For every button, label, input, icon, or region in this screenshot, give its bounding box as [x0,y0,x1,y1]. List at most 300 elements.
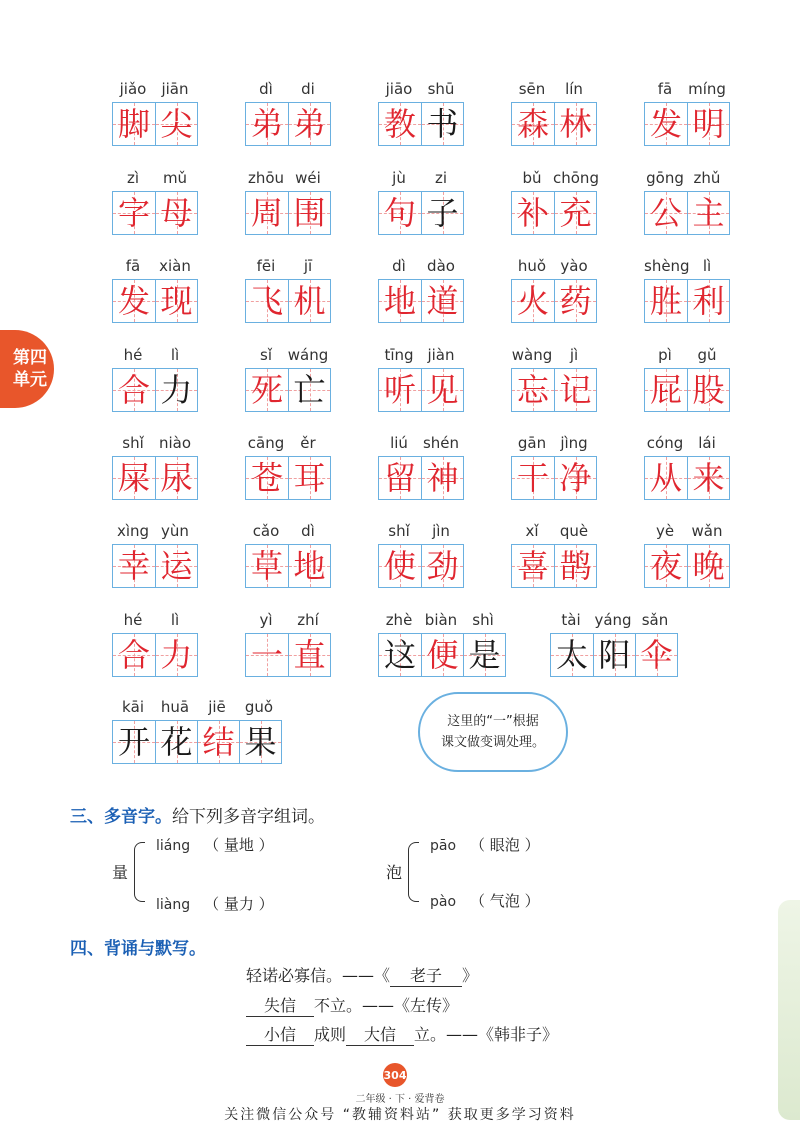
hanzi-char: 主 [692,194,725,232]
pinyin-syllable: shǐ [388,522,410,540]
hanzi-char: 伞 [640,636,673,674]
recite-line1-pre: 轻诺必寡信。——《 [246,966,391,985]
tianzige-grid [644,279,730,323]
tianzige-grid [245,633,331,677]
pinyin-syllable: hé [123,346,143,364]
pinyin-syllable: què [559,522,589,540]
char-cell [421,545,463,587]
section-3-heading: 三、多音字。 [70,807,172,827]
pinyin-syllable: wáng [287,346,329,364]
pinyin-syllable: míng [688,80,726,98]
hanzi-char: 结 [202,723,235,761]
pinyin-syllable: cāng [247,434,285,452]
hanzi-char: 幸 [117,547,150,585]
pinyin-syllable: xìng [116,522,150,540]
hanzi-char: 公 [649,194,682,232]
hanzi-char: 脚 [117,105,150,143]
hanzi-char: 森 [516,105,549,143]
pinyin-syllable: lái [698,434,716,452]
word-pinyin [245,611,329,631]
note-cloud [418,692,568,772]
pinyin-syllable: fā [125,257,141,275]
hanzi-char: 听 [383,371,416,409]
poly1-item1-word: （ 量地 ） [204,836,274,854]
word-pinyin [245,346,329,366]
poly1-item2-pinyin: liàng [156,897,191,913]
word-pinyin [378,257,462,277]
pinyin-syllable: bǔ [522,169,542,187]
tianzige-grid [378,544,464,588]
char-cell [512,103,554,145]
pinyin-syllable: yào [560,257,588,275]
footer-grade: 二年级 · 下 · 爱背卷 [355,1094,445,1105]
word-pinyin [511,522,595,542]
poly1-item2-word: （ 量力 ） [204,895,274,913]
pinyin-syllable: wéi [295,169,321,187]
char-cell [421,103,463,145]
pinyin-syllable: dào [427,257,455,275]
char-cell [421,280,463,322]
hanzi-char: 花 [160,723,193,761]
word-pinyin [511,346,595,366]
hanzi-char: 周 [250,194,283,232]
hanzi-char: 草 [250,547,283,585]
poly1-brace [134,842,145,902]
hanzi-char: 火 [516,282,549,320]
hanzi-char: 使 [383,547,416,585]
hanzi-char: 股 [692,371,725,409]
char-cell [512,280,554,322]
tianzige-grid [378,191,464,235]
char-cell [288,103,330,145]
hanzi-char: 鹊 [559,547,592,585]
char-cell [113,192,155,234]
word-pinyin [378,522,462,542]
pinyin-syllable: di [301,80,315,98]
word-pinyin [245,257,329,277]
char-cell [512,192,554,234]
char-cell [113,103,155,145]
poly2-brace [408,842,419,902]
note-line2: 课文做变调处理。 [440,735,545,750]
char-cell [645,545,687,587]
char-cell [246,457,288,499]
char-cell [554,280,596,322]
char-cell [687,192,729,234]
char-cell [246,634,288,676]
pinyin-syllable: zì [126,169,140,187]
tianzige-grid [378,102,464,146]
word-pinyin [644,346,728,366]
char-cell [554,545,596,587]
word-pinyin [378,80,462,100]
hanzi-char: 教 [383,105,416,143]
pinyin-syllable: fā [657,80,673,98]
hanzi-char: 围 [293,194,326,232]
char-cell [379,545,421,587]
hanzi-char: 药 [559,282,592,320]
tianzige-grid [511,279,597,323]
word-pinyin [644,80,728,100]
tianzige-grid [378,456,464,500]
pinyin-syllable: biàn [424,611,458,629]
char-cell [645,457,687,499]
pinyin-syllable: wǎn [691,522,723,540]
word-pinyin [550,611,676,631]
hanzi-char: 发 [117,282,150,320]
char-cell [113,457,155,499]
char-cell [463,634,505,676]
word-pinyin [245,434,329,454]
poly2-item2-word: （ 气泡 ） [470,892,540,910]
hanzi-char: 夜 [649,547,682,585]
poly1-item2 [156,893,274,914]
recite-line1-post: 》 [462,966,479,985]
hanzi-char: 晚 [692,547,725,585]
char-cell [379,634,421,676]
word-pinyin [112,522,196,542]
pinyin-syllable: xiàn [159,257,191,275]
hanzi-char: 补 [516,194,549,232]
tianzige-grid [511,544,597,588]
tianzige-grid [245,191,331,235]
poly1-item1 [156,834,274,855]
unit-tab [0,330,54,408]
pinyin-syllable: shū [427,80,455,98]
hanzi-char: 果 [244,723,277,761]
char-cell [288,634,330,676]
hanzi-char: 弟 [293,105,326,143]
hanzi-char: 利 [692,282,725,320]
pinyin-syllable: ěr [300,434,316,452]
word-pinyin [245,80,329,100]
pinyin-syllable: sǎn [641,611,669,629]
pinyin-syllable: sǐ [260,346,272,364]
pinyin-syllable: yè [655,522,675,540]
char-cell [155,721,197,763]
tianzige-grid [245,368,331,412]
pinyin-syllable: guǒ [244,698,274,716]
pinyin-syllable: cóng [646,434,684,452]
unit-tab-line1: 第四 [13,348,47,368]
hanzi-char: 神 [426,459,459,497]
pinyin-syllable: jìng [560,434,588,452]
hanzi-char: 现 [160,282,193,320]
char-cell [554,192,596,234]
pinyin-syllable: huǒ [517,257,547,275]
pinyin-syllable: jiān [161,80,189,98]
hanzi-char: 合 [117,636,150,674]
tianzige-grid [245,456,331,500]
char-cell [512,369,554,411]
hanzi-char: 劲 [426,547,459,585]
hanzi-char: 一 [250,636,283,674]
hanzi-char: 合 [117,371,150,409]
recite-line1-answer: 老子 [390,963,462,987]
hanzi-char: 尿 [160,459,193,497]
char-cell [379,103,421,145]
pinyin-syllable: jiē [208,698,226,716]
pinyin-syllable: tài [561,611,581,629]
char-cell [645,192,687,234]
pinyin-syllable: lì [702,257,712,275]
char-cell [288,457,330,499]
char-cell [687,280,729,322]
pinyin-syllable: jì [569,346,579,364]
tianzige-grid [112,368,198,412]
char-cell [512,457,554,499]
pinyin-syllable: pì [658,346,672,364]
word-pinyin [112,346,196,366]
word-pinyin [245,522,329,542]
poly2-item1 [430,834,540,855]
char-cell [155,103,197,145]
hanzi-char: 忘 [516,371,549,409]
hanzi-char: 便 [426,636,459,674]
word-pinyin [112,257,196,277]
recite-line2 [246,993,458,1017]
pinyin-syllable: kāi [121,698,145,716]
hanzi-char: 字 [117,194,150,232]
pinyin-syllable: huā [160,698,190,716]
section-3-instruction: 给下列多音字组词。 [172,807,325,827]
hanzi-char: 净 [559,459,592,497]
recite-line1 [246,963,478,987]
word-pinyin [511,257,595,277]
poly2-item2-pinyin: pào [430,894,457,910]
tianzige-grid [112,191,198,235]
char-cell [113,280,155,322]
hanzi-char: 这 [383,636,416,674]
hanzi-char: 留 [383,459,416,497]
char-cell [512,545,554,587]
tianzige-grid [378,279,464,323]
poly2-item1-pinyin: pāo [430,838,457,854]
hanzi-char: 见 [426,371,459,409]
word-pinyin [378,434,462,454]
hanzi-char: 道 [426,282,459,320]
section-3-title [70,802,325,827]
recite-line2-answer: 失信 [246,993,314,1017]
word-pinyin [112,80,196,100]
pinyin-syllable: dì [392,257,406,275]
char-cell [593,634,635,676]
char-cell [379,280,421,322]
word-pinyin [378,169,462,189]
tianzige-grid [644,544,730,588]
word-pinyin [112,434,196,454]
hanzi-char: 干 [516,459,549,497]
char-cell [246,369,288,411]
recite-line3-answer2: 大信 [346,1022,414,1046]
hanzi-char: 来 [692,459,725,497]
hanzi-char: 从 [649,459,682,497]
pinyin-syllable: liú [390,434,408,452]
char-cell [645,369,687,411]
tianzige-grid [112,544,198,588]
recite-line3-post: 立。——《韩非子》 [414,1025,559,1044]
char-cell [155,280,197,322]
pinyin-syllable: lì [170,611,180,629]
section-4-title [70,934,206,959]
word-pinyin [644,522,728,542]
char-cell [379,192,421,234]
pinyin-syllable: lín [565,80,583,98]
char-cell [113,369,155,411]
char-cell [155,545,197,587]
tianzige-grid [511,456,597,500]
char-cell [421,369,463,411]
tianzige-grid [245,102,331,146]
hanzi-char: 阳 [598,636,631,674]
pinyin-syllable: gōng [646,169,684,187]
pinyin-syllable: dì [259,80,273,98]
tianzige-grid [550,633,678,677]
poly1-char: 量 [112,863,129,882]
word-pinyin [245,169,329,189]
page-number: 304 [383,1063,407,1087]
word-pinyin [378,611,504,631]
tianzige-grid [644,368,730,412]
char-cell [246,280,288,322]
char-cell [379,369,421,411]
char-cell [155,369,197,411]
char-cell [155,634,197,676]
pinyin-syllable: dì [301,522,315,540]
pinyin-syllable: cǎo [252,522,280,540]
hanzi-char: 飞 [250,282,283,320]
tianzige-grid [112,456,198,500]
hanzi-char: 明 [692,105,725,143]
tianzige-grid [511,191,597,235]
hanzi-char: 子 [426,194,459,232]
hanzi-char: 直 [293,636,326,674]
char-cell [554,103,596,145]
pinyin-syllable: gǔ [697,346,717,364]
char-cell [288,280,330,322]
char-cell [113,545,155,587]
hanzi-char: 记 [559,371,592,409]
char-cell [246,545,288,587]
hanzi-char: 胜 [649,282,682,320]
pinyin-syllable: gān [517,434,547,452]
hanzi-char: 开 [117,723,150,761]
pinyin-syllable: shèng [644,257,690,275]
char-cell [197,721,239,763]
char-cell [155,192,197,234]
char-cell [113,634,155,676]
pinyin-syllable: jù [392,169,406,187]
word-pinyin [511,80,595,100]
char-cell [554,457,596,499]
hanzi-char: 亡 [293,371,326,409]
tianzige-grid [245,279,331,323]
pinyin-syllable: sēn [518,80,546,98]
char-cell [155,457,197,499]
section-4-heading: 四、背诵与默写。 [70,939,206,959]
hanzi-char: 尖 [160,105,193,143]
poly2-item1-word: （ 眼泡 ） [470,836,540,854]
recite-line3-mid: 成则 [314,1025,347,1044]
word-pinyin [378,346,462,366]
pinyin-syllable: shǐ [122,434,144,452]
note-line1: 这里的“一”根据 [447,714,539,729]
hanzi-char: 太 [555,636,588,674]
tianzige-grid [644,102,730,146]
hanzi-char: 充 [559,194,592,232]
footer-promo: 关注微信公众号 “教辅资料站” 获取更多学习资料 [224,1107,576,1123]
hanzi-char: 耳 [293,459,326,497]
pinyin-syllable: zi [434,169,448,187]
poly2-item2 [430,890,540,911]
word-pinyin [112,698,280,718]
pinyin-syllable: mǔ [162,169,188,187]
tianzige-grid [378,633,506,677]
hanzi-char: 死 [250,371,283,409]
word-pinyin [644,257,728,277]
pinyin-syllable: shén [422,434,460,452]
pinyin-syllable: fēi [256,257,276,275]
tianzige-grid [511,368,597,412]
hanzi-char: 运 [160,547,193,585]
pinyin-syllable: jiāo [385,80,413,98]
char-cell [635,634,677,676]
hanzi-char: 弟 [250,105,283,143]
char-cell [551,634,593,676]
char-cell [379,457,421,499]
pinyin-syllable: lì [170,346,180,364]
hanzi-char: 地 [383,282,416,320]
char-cell [421,457,463,499]
hanzi-char: 发 [649,105,682,143]
pinyin-syllable: hé [123,611,143,629]
hanzi-char: 屎 [117,459,150,497]
pinyin-syllable: yùn [161,522,189,540]
char-cell [687,103,729,145]
tianzige-grid [644,456,730,500]
hanzi-char: 地 [293,547,326,585]
tianzige-grid [644,191,730,235]
char-cell [288,192,330,234]
poly2-char: 泡 [386,863,403,882]
pinyin-syllable: jī [303,257,313,275]
char-cell [687,457,729,499]
char-cell [246,192,288,234]
hanzi-char: 苍 [250,459,283,497]
pinyin-syllable: zhōu [247,169,285,187]
tianzige-grid [112,720,282,764]
hanzi-char: 母 [160,194,193,232]
pinyin-syllable: zhǔ [693,169,721,187]
pinyin-syllable: jìn [432,522,450,540]
char-cell [687,369,729,411]
pinyin-syllable: jiǎo [119,80,147,98]
hanzi-char: 力 [160,636,193,674]
pinyin-syllable: wàng [511,346,553,364]
hanzi-char: 林 [559,105,592,143]
pinyin-syllable: shì [472,611,494,629]
unit-tab-line2: 单元 [13,370,47,390]
hanzi-char: 喜 [516,547,549,585]
word-pinyin [511,434,595,454]
poly1-item1-pinyin: liáng [156,838,191,854]
char-cell [687,545,729,587]
char-cell [113,721,155,763]
hanzi-char: 是 [468,636,501,674]
char-cell [421,634,463,676]
char-cell [288,369,330,411]
word-pinyin [112,169,196,189]
